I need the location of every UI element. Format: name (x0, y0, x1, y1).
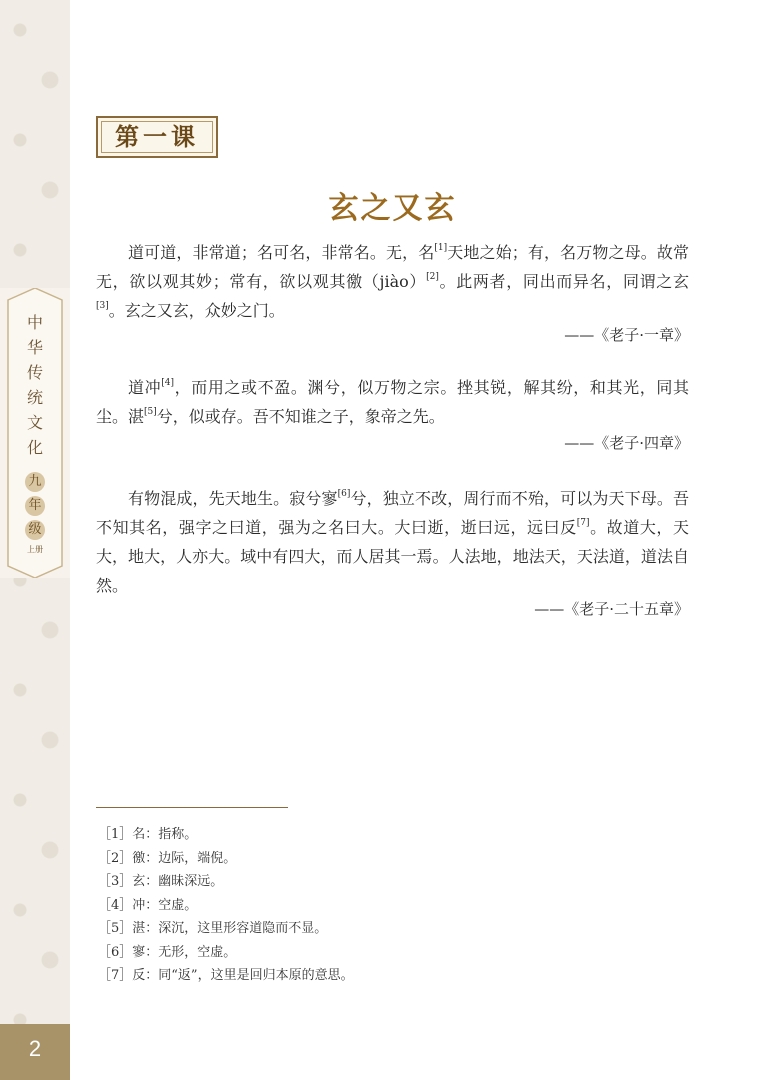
lesson-tag-label: 第一课 (115, 123, 199, 151)
grade-char: 九 (25, 472, 45, 492)
footnote-item: ［6］寥：无形，空虚。 (98, 944, 237, 960)
passage-1-source: ——《老子·一章》 (564, 326, 689, 344)
passage-text: 天地之始；有，名万物之母。故常无，欲以观其妙；常有，欲以观其徼（jiào） (96, 243, 689, 291)
series-title (24, 310, 46, 460)
footnote-ref: [6] (337, 489, 351, 499)
grade-label (24, 470, 46, 555)
series-char: 文 (26, 413, 43, 432)
lesson-tag (96, 116, 218, 158)
series-char: 化 (26, 438, 43, 457)
footnote-ref: [7] (576, 518, 590, 528)
series-char: 华 (26, 338, 43, 357)
passage-text: 兮，似或存。吾不知谁之子，象帝之先。 (156, 407, 445, 426)
passage-text: 兮，独立不改，周行而不殆，可以为天下母。吾不知其名，强字之曰道，强为之名曰大。大曰逝，逝曰远，远曰反 (96, 489, 689, 537)
page-number: 2 (28, 1036, 42, 1061)
passage-3 (96, 484, 689, 600)
footnote-item: ［2］徼：边际，端倪。 (98, 850, 237, 866)
series-char: 传 (26, 363, 43, 382)
passage-1 (96, 238, 689, 325)
passage-3-source: ——《老子·二十五章》 (534, 600, 689, 618)
passage-text: 。故道大，天大，地大，人亦大。域中有四大，而人居其一焉。人法地，地法天，天法道，道法自然。 (96, 518, 689, 595)
footnote-item: ［3］玄：幽昧深远。 (98, 874, 224, 889)
passage-text: 。玄之又玄，众妙之门。 (108, 301, 285, 320)
volume-label: 上册 (27, 545, 43, 554)
footnote-ref: [5] (144, 407, 157, 417)
passage-2 (96, 373, 689, 431)
passage-text: 。此两者，同出而异名，同谓之玄 (438, 272, 689, 291)
grade-char: 级 (25, 520, 45, 540)
footnote-divider (96, 807, 288, 808)
passage-text: 道冲 (128, 378, 162, 397)
footnote-item: ［4］冲：空虚。 (98, 897, 198, 913)
passage-text: 有物混成，先天地生。寂兮寥 (128, 489, 338, 508)
passage-text: 道可道，非常道；名可名，非常名。无，名 (128, 243, 435, 262)
series-char: 统 (26, 388, 43, 407)
passage-2-source: ——《老子·四章》 (564, 434, 689, 452)
passage-text: ，而用之或不盈。渊兮，似万物之宗。挫其锐，解其纷，和其光，同其尘。湛 (96, 378, 689, 426)
footnote-ref: [4] (161, 378, 174, 388)
footnote-item: ［1］名：指称。 (98, 827, 198, 842)
footnote-ref: [1] (434, 243, 448, 253)
footnote-ref: [2] (426, 272, 439, 282)
series-char: 中 (26, 313, 43, 332)
footnote-item: ［5］湛：深沉，这里形容道隐而不显。 (98, 921, 328, 936)
footnote-item: ［7］反：同“返”，这里是回归本原的意思。 (98, 968, 354, 983)
lesson-title: 玄之又玄 (328, 191, 457, 226)
footnote-ref: [3] (96, 301, 109, 311)
grade-char: 年 (25, 496, 45, 516)
footnote-list (98, 823, 354, 988)
